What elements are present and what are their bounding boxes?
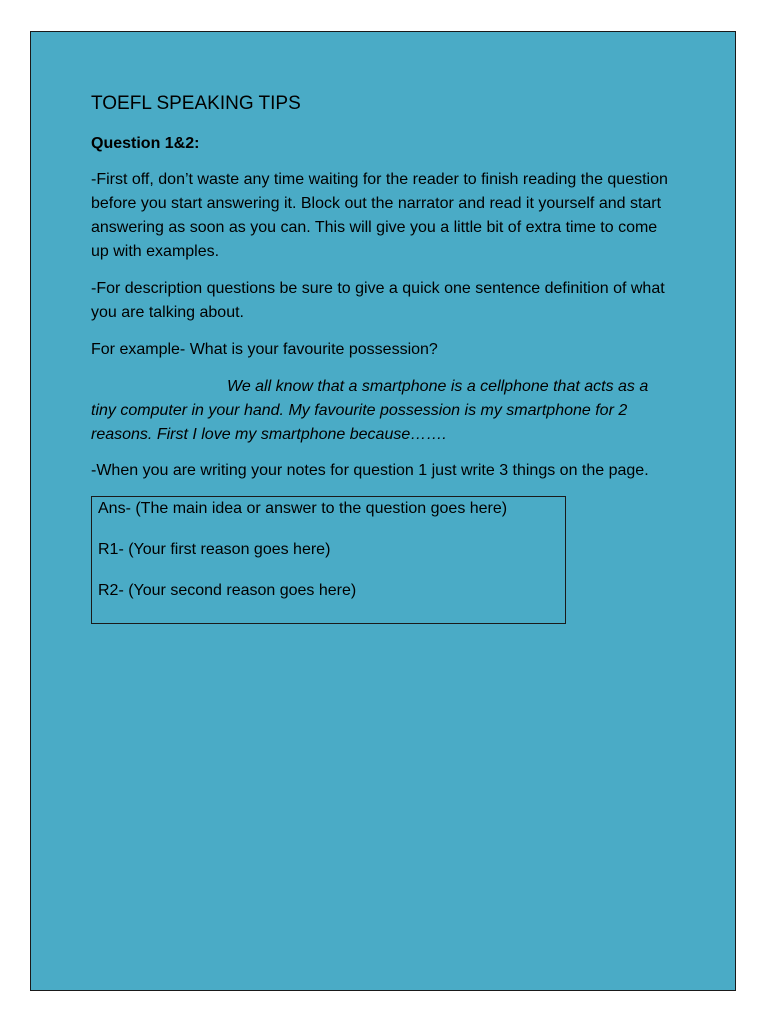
example-answer: We all know that a smartphone is a cellphone that acts as a tiny computer in your hand. My favourite possession is my smartphone for 2 reasons. First I love my smartphone because……. xyxy=(91,378,649,443)
notes-instruction: -When you are writing your notes for question 1 just write 3 things on the page. xyxy=(91,462,649,479)
tip-paragraph-1: -First off, don’t waste any time waiting for the reader to finish reading the question before you start answering it. Block out the narrator and read it yourself and start answering as soon as you can. This will give you a little bit of extra time to come up with examples. xyxy=(91,171,668,260)
note-reason-2-line: R2- (Your second reason goes here) xyxy=(98,582,357,599)
notes-template-box xyxy=(91,496,566,624)
note-reason-1-line: R1- (Your first reason goes here) xyxy=(98,541,331,558)
example-question: For example- What is your favourite possession? xyxy=(91,341,438,358)
tip-paragraph-2: -For description questions be sure to give a quick one sentence definition of what you are talking about. xyxy=(91,280,665,321)
section-heading: Question 1&2: xyxy=(91,135,200,152)
page-title: TOEFL SPEAKING TIPS xyxy=(91,93,301,114)
note-answer-line: Ans- (The main idea or answer to the question goes here) xyxy=(98,500,508,517)
document-content xyxy=(91,92,671,624)
document-page xyxy=(30,31,736,991)
